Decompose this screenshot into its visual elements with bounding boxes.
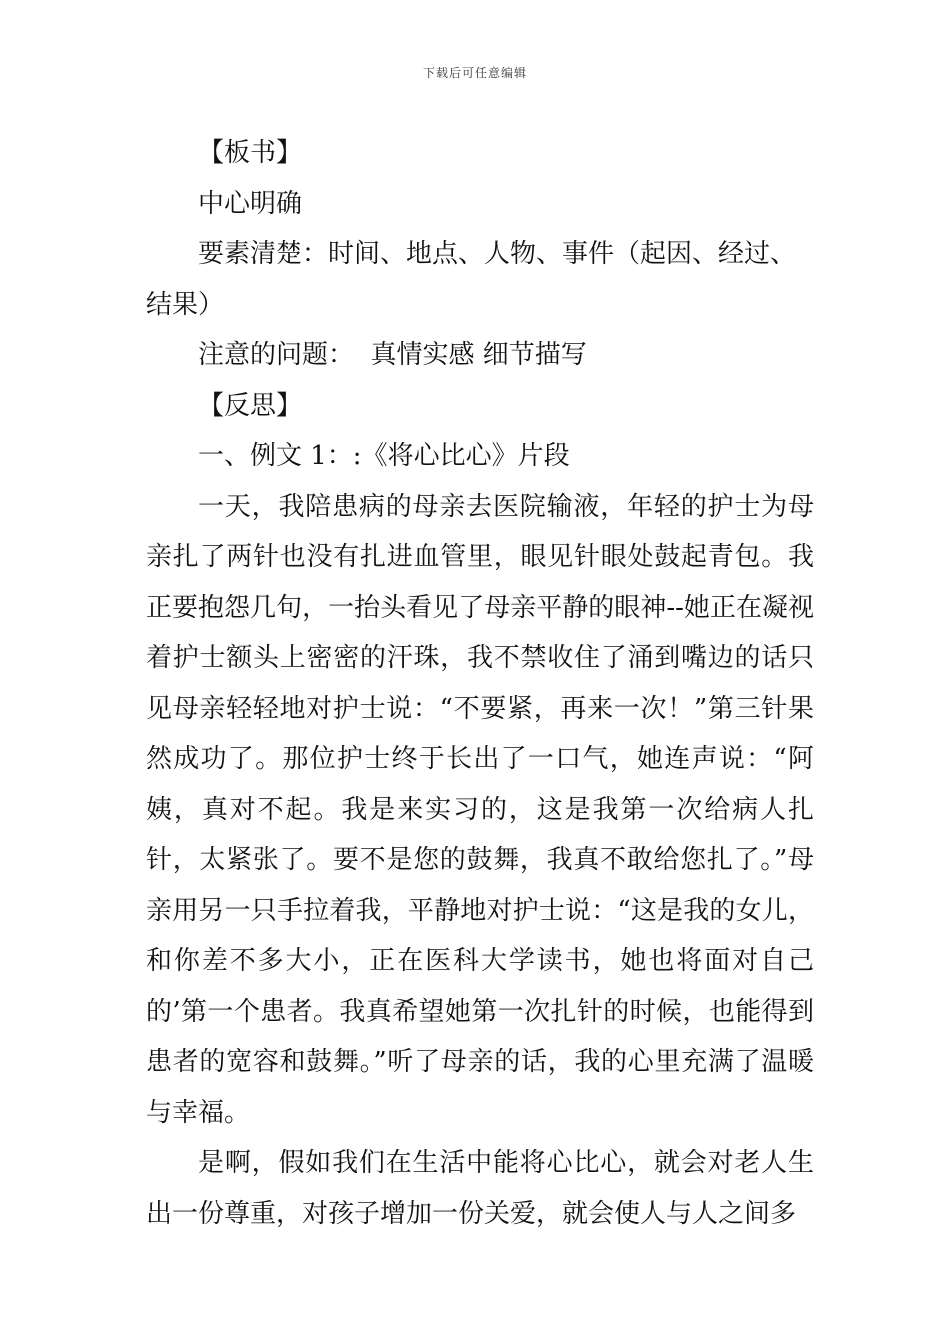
reflection-heading: 【反思】: [198, 390, 303, 421]
center-clear-line: 中心明确: [198, 188, 303, 219]
example-title: 一、例文 1：:《将心比心》片段: [198, 441, 570, 471]
document-body: [146, 128, 814, 1239]
conclusion-paragraph: 是啊，假如我们在生活中能将心比心，就会对老人生出一份尊重，对孩子增加一份关爱，就会使人与人之间多: [146, 1148, 814, 1229]
example-paragraph: 一天，我陪患病的母亲去医院输液，年轻的护士为母亲扎了两针也没有扎进血管里，眼见针眼处鼓起青包。我正要抱怨几句，一抬头看见了母亲平静的眼神--她正在凝视着护士额头上密密的汗珠，我不禁收住了涌到嘴边的话只见母亲轻轻地对护士说：“不要紧，再来一次！”第三针果然成功了。那位护士终于长出了一口气，她连声说：“阿姨，真对不起。我是来实习的，这是我第一次给病人扎针，太紧张了。要不是您的鼓舞，我真不敢给您扎了。”母亲用另一只手拉着我，平静地对护士说：“这是我的女儿，和你差不多大小，正在医科大学读书，她也将面对自己的’第一个患者。我真希望她第一次扎针的时候，也能得到患者的宽容和鼓舞。”听了母亲的话，我的心里充满了温暖与幸福。: [146, 491, 814, 1128]
board-heading: 【板书】: [198, 138, 303, 168]
elements-clear-line: 要素清楚：时间、地点、人物、事件（起因、经过、结果）: [146, 239, 797, 320]
attention-issues-line: 注意的问题： 真情实感 细节描写: [198, 340, 587, 370]
page-header-note: 下载后可任意编辑: [422, 66, 527, 80]
